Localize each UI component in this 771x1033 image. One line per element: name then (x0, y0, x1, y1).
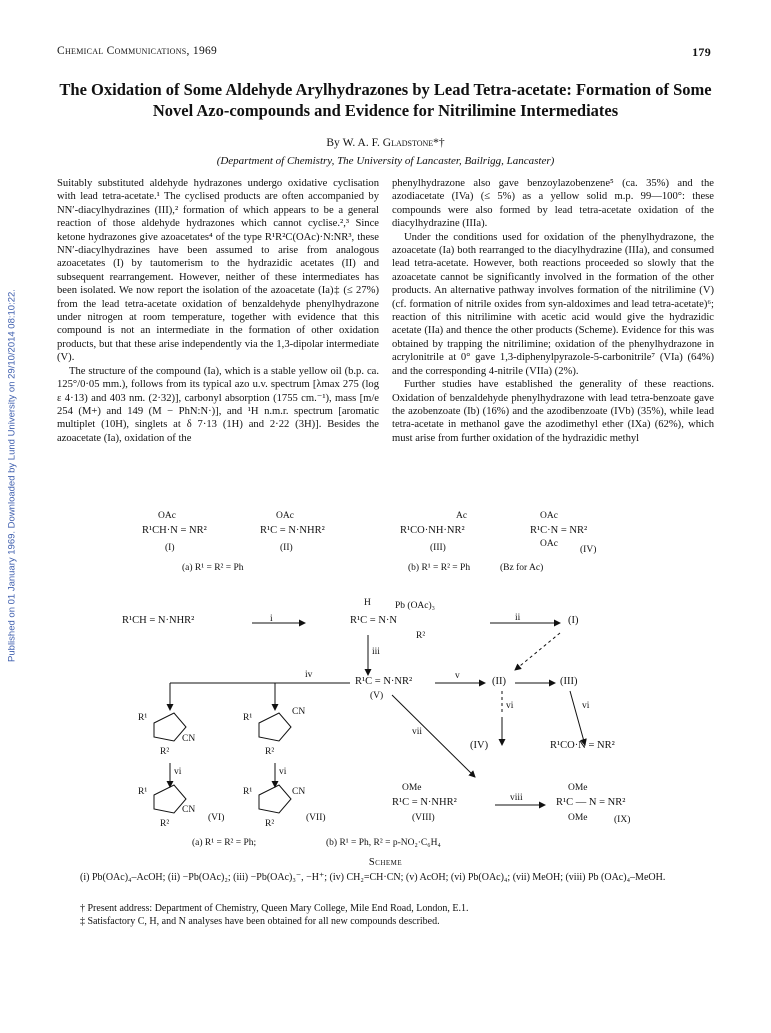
structure-IX-label: (IX) (614, 815, 631, 825)
article-title: The Oxidation of Some Aldehyde Arylhydrazones by Lead Tetra-acetate: Formation of Some Novel Azo-compounds and Evidence for Nitrilimine Intermediates (59, 80, 712, 120)
download-watermark (0, 0, 24, 1033)
author-name: W. A. F. Gladstone*† (342, 137, 445, 149)
affiliation: (Department of Chemistry, The University of Lancaster, Bailrigg, Lancaster) (216, 155, 555, 167)
paragraph: The structure of the compound (Ia), which is a stable yellow oil (b.p. ca. 125°/0·05 mm.), follows from its typical azo u.v. spectrum [λmax 275 (log ε 4·13) and 403 nm. (2·32)], carbonyl absorption (1755 cm.⁻¹), mass [m/e 254 (M+) and 149 (M − PhN:N·)], and ¹H n.m.r. spectrum [aromatic multiplet (10H), singlets at δ 7·13 (1H) and 2·22 (3H)]. Besides the azoacetate (Ia), oxidation of the (57, 365, 379, 444)
note-a: (a) R¹ = R² = Ph (182, 563, 244, 573)
pyrazole-cn: CN (182, 805, 196, 815)
pyrazole-cn-b: CN (292, 787, 306, 797)
lead-intermediate: R¹C = N·N (350, 615, 397, 626)
byline-prefix: By (326, 137, 340, 149)
download-watermark-text: Published on 01 January 1969. Downloaded by Lund University on 29/10/2014 08:10:22. (6, 289, 18, 662)
lead-intermediate-h: H (364, 598, 371, 608)
structure-II-label: (II) (280, 543, 293, 553)
structure-IX: R¹C — N = NR² (556, 797, 626, 808)
note-bottom-b: (b) R¹ = Ph, R² = p-NO₂·C₆H₄ (326, 838, 441, 848)
structure-II-sub: OAc (276, 511, 294, 521)
footnote: ‡ Satisfactory C, H, and N analyses have been obtained for all new compounds described. (80, 915, 440, 927)
arrow-viii-label: viii (510, 793, 523, 803)
structure-II: R¹C = N·NHR² (260, 525, 325, 536)
paragraph: phenylhydrazone also gave benzoylazobenzene⁵ (ca. 35%) and the azodiacetate (IVa) (≤ 5%) as a yellow solid m.p. 99—100°: these compounds were also formed by lead tetra-acetate oxidation of the diacylhydrazine (IIIa). (392, 178, 714, 230)
structure-IX-bottom: OMe (568, 813, 588, 823)
structure-VIII-top: OMe (402, 783, 422, 793)
pyrazoline-ring (259, 713, 291, 741)
starting-hydrazone: R¹CH = N·NHR² (122, 615, 195, 626)
arrow-vi-label-a: vi (174, 767, 182, 777)
paragraph: Under the conditions used for oxidation of the phenylhydrazone, the azoacetate (Ia) both rearranged to the diacylhydrazine (IIIa), and consumed lead tetra-acetate. However, both reactions proceeded so slowly that the azoacetate cannot be significantly involved in the formation of the other products. An alternative pathway involves formation of the nitrilimine (V) (cf. formation of nitrile oxides from syn-aldoximes and lead tetra-acetate)⁶; reaction of this nitrilimine with acetic acid would give the hydrazidic acetate (IIa) and thence the other products (Scheme). Evidence for this was obtained by trapping the nitrilimine; oxidation of the phenylhydrazone in acrylonitrile at 0° gave 1,3-diphenylpyrazole-5-carbonitrile⁷ (VIa) (64%) and the corresponding 4-nitrile (VIIa) (2%). (392, 231, 714, 377)
body-left-column (57, 177, 379, 445)
running-head (57, 45, 711, 63)
arrow-v-label: v (455, 671, 460, 681)
arrow-vi-label-c: vi (506, 701, 514, 711)
structure-I: R¹CH·N = NR² (142, 525, 207, 536)
structure-III-ref: (III) (560, 676, 578, 687)
arrow-vi-label-d: vi (582, 701, 590, 711)
paragraph: Suitably substituted aldehyde hydrazones undergo oxidative cyclisation with lead tetra-acetate.¹ The cyclised products are often accompanied by NN′-diacylhydrazines (III),² formation of which appears to be a general reaction of those aldehyde hydrazones which cannot cyclise.²,³ Since ketone hydrazones give azoacetates⁴ of the type R¹R²C(OAc)·N:NR³, these NN′-diacylhydrazines have been assumed to arise from analogous azoacetates (I) by tautomerism to the hydrazidic acetates (II) and subsequent rearrangement. However, neither of these intermediates has been isolated. We now report the isolation of the azoacetate (Ia)‡ (≤ 27%) from the lead tetra-acetate oxidation of benzaldehyde phenylhydrazone under nitrogen at room temperature, together with evidence that this compound is not an intermediate in the formation of other oxidation products, but that these arise independently via the 1,3-dipolar intermediate (V). (57, 178, 379, 364)
arrow-vi-label-b: vi (279, 767, 287, 777)
pyrazoline-cn: CN (182, 734, 196, 744)
structure-VIII-label: (VIII) (412, 813, 435, 823)
arrow-iii-label: iii (372, 647, 380, 657)
azo-ketone: R¹CO·N = NR² (550, 740, 615, 751)
structure-III-sub: Ac (456, 511, 468, 521)
note-b: (b) R¹ = R² = Ph (408, 563, 471, 573)
structure-IX-top: OMe (568, 783, 588, 793)
structure-I-sub: OAc (158, 511, 176, 521)
pyrazoline-r2-b: R² (265, 747, 275, 757)
pyrazole-ring (259, 785, 291, 813)
pyrazole-r2-b: R² (265, 819, 275, 829)
footnotes (80, 903, 714, 928)
arrow-i-label: i (270, 614, 273, 624)
note-bz: (Bz for Ac) (500, 563, 544, 573)
arrow-vii-label: vii (412, 727, 423, 737)
reaction-scheme (120, 505, 720, 850)
structure-IV-top: OAc (540, 511, 558, 521)
structure-IV-bottom: OAc (540, 539, 558, 549)
arrow-vii (392, 695, 475, 777)
paragraph: Further studies have established the generality of these reactions. Oxidation of benzaldehyde phenylhydrazone with lead tetra-benzoate gave the azobenzoate (Ib) (16%) and the azodibenzoate (IVb) (35%), while lead tetra-acetate in methanol gave the azodimethyl ether (IXa) (62%), which must arise from further oxidation of the hydrazidic methyl (392, 379, 714, 444)
structure-VI-label: (VI) (208, 813, 225, 823)
structure-IV-ref: (IV) (470, 740, 489, 751)
structure-II-ref: (II) (492, 676, 506, 687)
nitrilimine: R¹C = N·NR² (355, 676, 413, 687)
pyrazoline-r2: R² (160, 747, 170, 757)
pyrazoline-r1-b: R¹ (243, 713, 253, 723)
structure-I-ref: (I) (568, 615, 579, 626)
scheme-conditions: (i) Pb(OAc)₄–AcOH; (ii) −Pb(OAc)₂; (iii) −Pb(OAc)₃⁻, −H⁺; (iv) CH₂=CH·CN; (v) AcOH; (vi) Pb(OAc)₄; (vii) MeOH; (viii) Pb (OAc)₄–MeOH. (80, 872, 666, 883)
nitrilimine-label: (V) (370, 691, 384, 701)
structure-I-label: (I) (165, 543, 175, 553)
pyrazole-r1: R¹ (138, 787, 148, 797)
pyrazoline-r1: R¹ (138, 713, 148, 723)
pyrazoline-cn-b: CN (292, 707, 306, 717)
note-bottom-a: (a) R¹ = R² = Ph; (192, 838, 257, 848)
structure-IV-label: (IV) (580, 545, 597, 555)
structure-IV: R¹C·N = NR² (530, 525, 588, 536)
lead-intermediate-pb: Pb (OAc)₃ (395, 601, 435, 611)
lead-intermediate-r2: R² (416, 631, 426, 641)
structure-VIII: R¹C = N·NHR² (392, 797, 457, 808)
arrow-ii-label: ii (515, 613, 521, 623)
journal-name: Chemical Communications, 1969 (57, 45, 218, 57)
scheme-label: Scheme (368, 857, 403, 868)
structure-III-label: (III) (430, 543, 446, 553)
body-right-column (392, 177, 714, 445)
page-number: 179 (692, 45, 711, 59)
byline (57, 137, 714, 149)
arrow-dashed (515, 633, 560, 670)
pyrazole-r2: R² (160, 819, 170, 829)
footnote: † Present address: Department of Chemistry, Queen Mary College, Mile End Road, London, E.1. (80, 903, 469, 914)
structure-III: R¹CO·NH·NR² (400, 525, 465, 536)
structure-VII-label: (VII) (306, 813, 326, 823)
pyrazole-r1-b: R¹ (243, 787, 253, 797)
arrow-iv-label: iv (305, 670, 313, 680)
